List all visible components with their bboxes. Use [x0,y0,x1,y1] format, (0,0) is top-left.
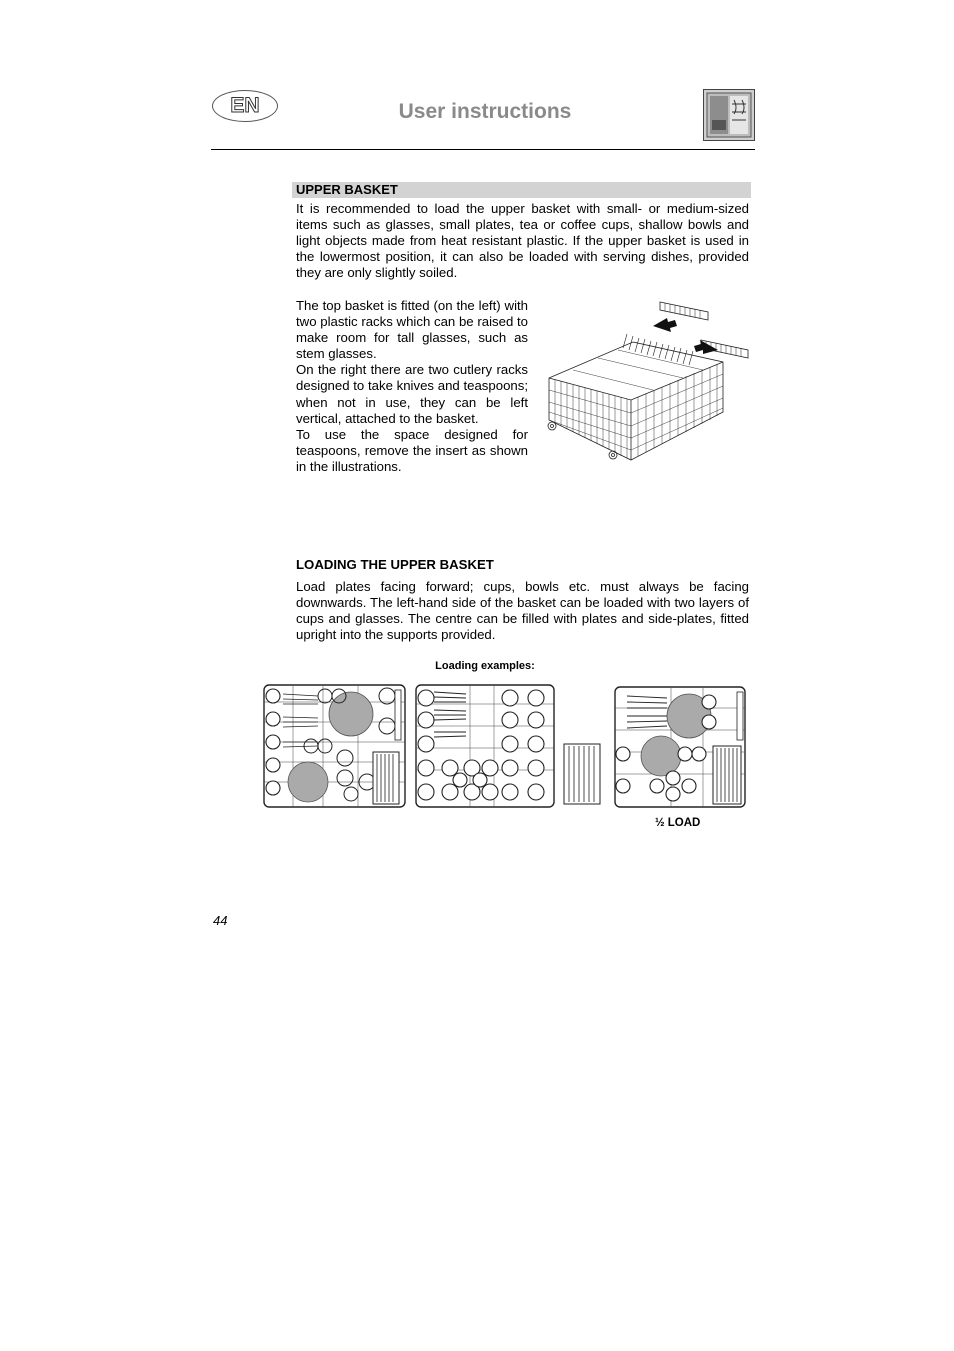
loading-example-half-load [613,682,749,810]
loading-example-1 [263,682,407,810]
racks-text-line-3: To use the space designed for teaspoons, remove the insert as shown in the illustrations. [296,426,528,474]
dishwasher-icon [703,89,755,141]
racks-text-line-1: The top basket is fitted (on the left) with two plastic racks which can be raised to make room for tall glasses, such as stem glasses. [296,298,528,362]
header-divider [211,149,755,150]
loading-section-title: LOADING THE UPPER BASKET [296,557,494,572]
loading-instructions: Load plates facing forward; cups, bowls etc. must always be facing downwards. The left-hand side of the basket can be loaded with two layers of cups and glasses. The centre can be filled with plates and side-plates, fitted upright into the supports provided. [296,579,749,643]
page-title: User instructions [398,100,572,123]
half-load-label: ½ LOAD [655,817,701,829]
section-title: UPPER BASKET [296,182,398,197]
page-number: 44 [213,913,228,928]
language-badge: EN [212,90,278,122]
upper-basket-racks-text [296,298,528,475]
racks-text-line-2: On the right there are two cutlery racks designed to take knives and teaspoons; when not in use, they can be left vertical, attached to the basket. [296,362,528,426]
upper-basket-intro: It is recommended to load the upper basket with small- or medium-sized items such as glasses, small plates, tea or coffee cups, shallow bowls and light objects made from heat resistant plastic. If the upper basket is used in the lowermost position, it can also be loaded with serving dishes, provided they are only slightly soiled. [296,201,749,281]
loading-examples-title: Loading examples: [435,660,535,672]
upper-basket-illustration [543,290,753,472]
loading-example-2 [414,682,604,810]
